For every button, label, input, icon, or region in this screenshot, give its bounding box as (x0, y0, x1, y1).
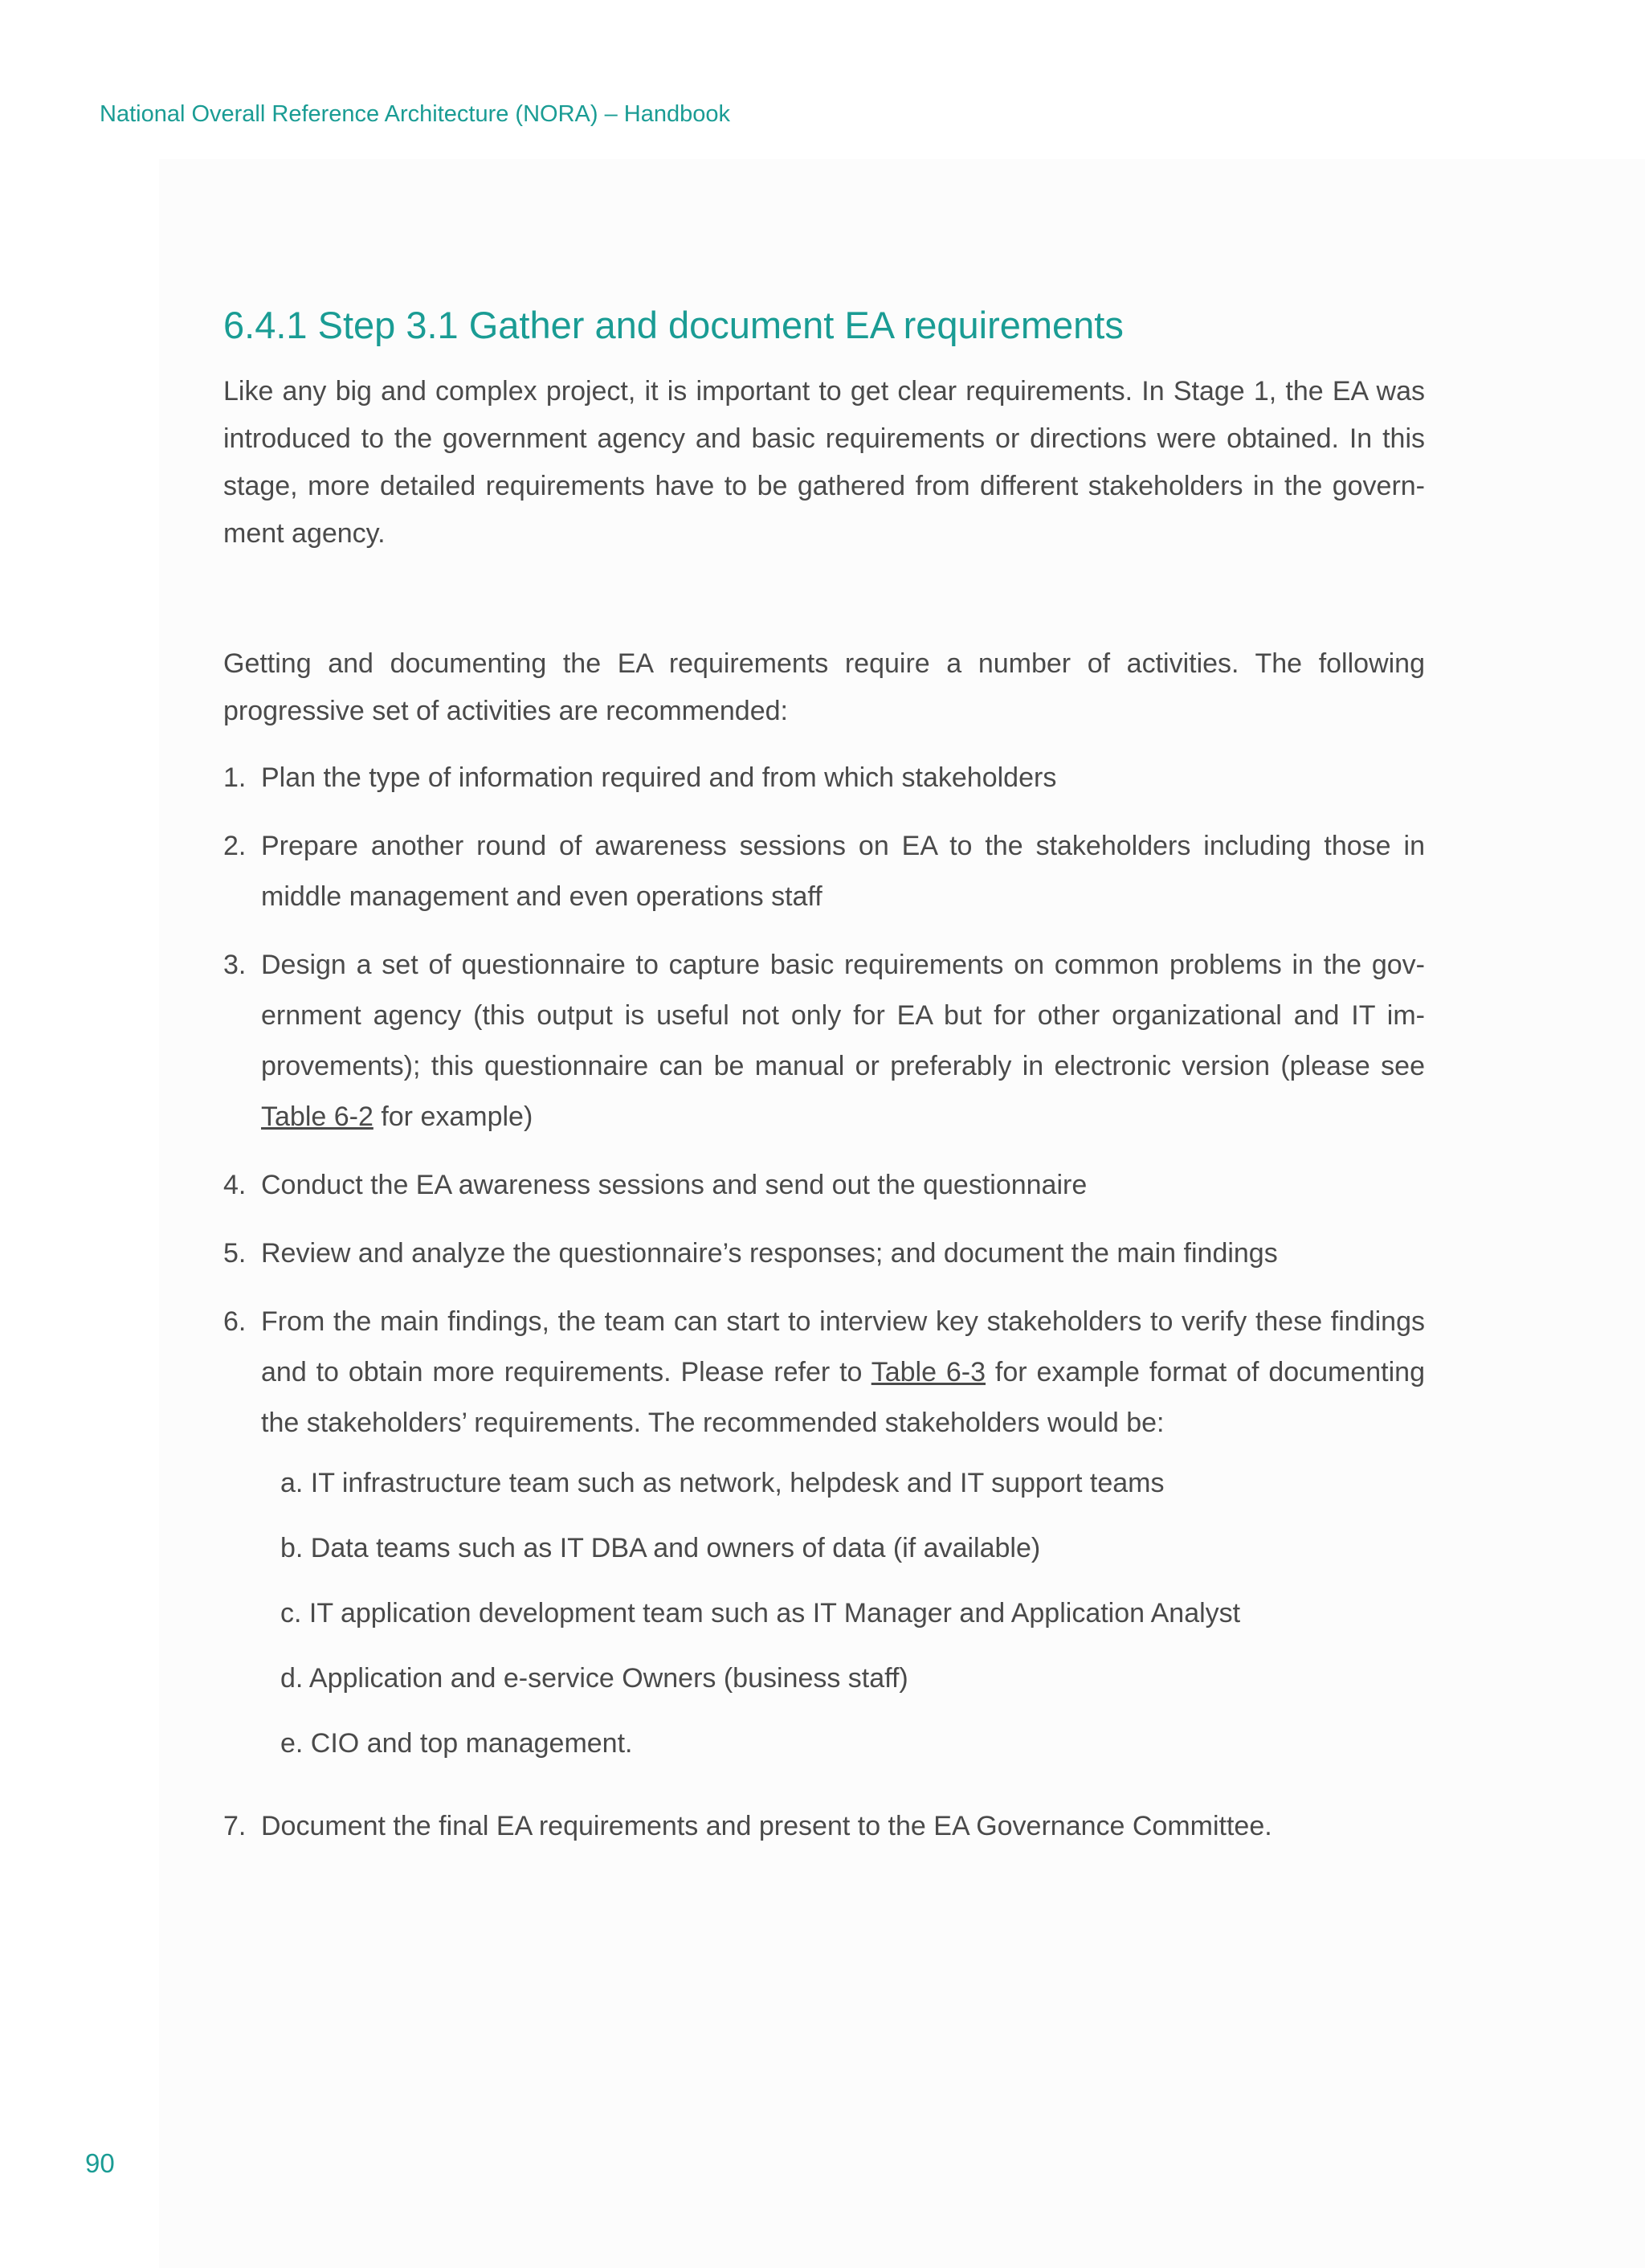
list-text (261, 1297, 1425, 1784)
list-text: Prepare another round of awareness sessions on EA to the stakeholders including those in middle management and even operations staff (261, 831, 1425, 912)
list-text (261, 940, 1425, 1142)
sublist-item: d. Application and e-service Owners (business staff) (280, 1663, 908, 1694)
list-number: 1. (223, 762, 247, 793)
table-6-2-link[interactable]: Table 6-2 (261, 1101, 373, 1132)
main-content (223, 299, 1425, 1870)
list-number: 4. (223, 1170, 247, 1200)
list-number: 2. (223, 831, 247, 861)
sublist-item: b. Data teams such as IT DBA and owners of data (if available) (280, 1533, 1041, 1563)
paragraph-spacer (223, 558, 1425, 640)
list-item (223, 1801, 1425, 1852)
list-text: Conduct the EA awareness sessions and send out the questionnaire (261, 1170, 1088, 1200)
list-text-part: for example format of documenting the stakeholders’ requirements. The recommended stakeholders would be: (261, 1357, 1426, 1438)
list-item (223, 753, 1425, 803)
list-item (223, 1228, 1425, 1279)
sublist-item: c. IT application development team such as IT Manager and Application Analyst (280, 1598, 1241, 1628)
list-number: 5. (223, 1238, 247, 1269)
section-title: 6.4.1 Step 3.1 Gather and document EA requirements (223, 304, 1124, 346)
list-text: Review and analyze the questionnaire’s responses; and document the main findings (261, 1238, 1278, 1269)
stakeholders-sublist (261, 1458, 1425, 1769)
activities-intro-paragraph: Getting and documenting the EA requirements require a number of activities. The following progressive set of activities are recommended: (223, 648, 1425, 726)
list-number: 7. (223, 1811, 247, 1841)
list-item (223, 821, 1425, 922)
list-item (223, 1297, 1425, 1784)
list-item (223, 940, 1425, 1142)
intro-paragraph: Like any big and complex project, it is important to get clear requirements. In Stage 1, the EA was introduced to the government agency and basic requirements or directions were obtained. In this stage, more detailed requirements have to be gathered from different stakeholders in the govern-ment agency. (223, 376, 1425, 549)
list-text-part: for example) (373, 1101, 533, 1132)
list-text-part: From the main findings, the team can start to interview key stakeholders to verify these findings and to obtain more requirements. Please refer to (261, 1306, 1425, 1387)
list-number: 3. (223, 950, 247, 980)
sublist-item: a. IT infrastructure team such as network, helpdesk and IT support teams (280, 1468, 1165, 1498)
table-6-3-link[interactable]: Table 6-3 (871, 1357, 986, 1387)
running-header: National Overall Reference Architecture (NORA) – Handbook (100, 101, 730, 127)
sublist-item: e. CIO and top management. (280, 1728, 633, 1759)
list-text: Plan the type of information required and from which stakeholders (261, 762, 1057, 793)
list-number: 6. (223, 1306, 247, 1337)
list-text-part: Design a set of questionnaire to capture basic requirements on common problems in the gov-ernment agency (this output is useful not only for EA but for other organizational and IT im-provements); this questionnaire can be manual or preferably in electronic version (please see (261, 950, 1425, 1081)
list-text: Document the final EA requirements and present to the EA Governance Committee. (261, 1811, 1272, 1841)
activities-list (223, 753, 1425, 1852)
list-item (223, 1160, 1425, 1211)
page-number: 90 (85, 2148, 115, 2178)
